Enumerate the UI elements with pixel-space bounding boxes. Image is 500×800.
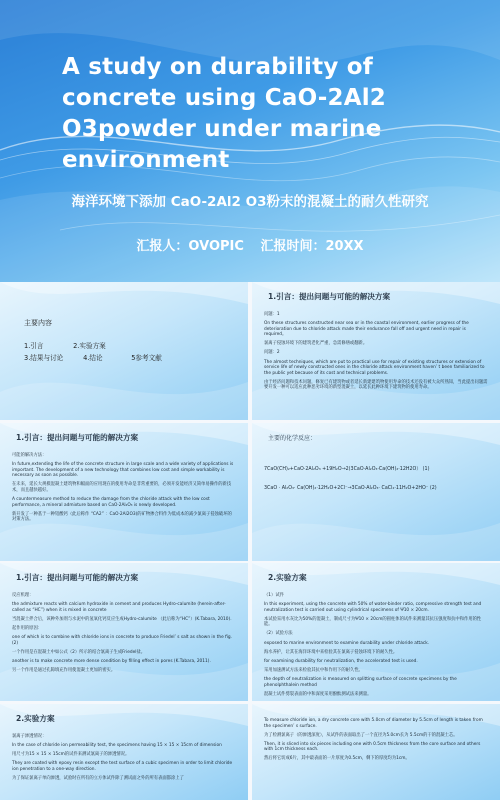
body-text: for examining durability for neutralization, the accelerated test is used.	[264, 658, 418, 664]
toc-item-conclusion[interactable]: 4.结论	[83, 354, 103, 362]
body-text: 问题：2	[264, 350, 280, 356]
slide-reactions	[252, 423, 500, 561]
slide-title: 1.引言：提出问题与可能的解决方案	[268, 292, 391, 301]
body-text: 海水养护，让其在海洋环境中来检验其在氯离子侵蚀环境下的耐久性。	[264, 649, 398, 655]
slide-problems	[252, 282, 500, 420]
body-text: 问题：1	[264, 312, 280, 317]
body-text: A countermeasure method to reduce the damage from the chloride attack with the low cost performance, a mineral admixture based on CaO·2Al₂O₃ is newly developed.	[12, 497, 210, 508]
toc-heading: 主要内容	[24, 319, 52, 327]
slide-body	[264, 467, 488, 495]
body-text: 氯离子渗透情况：	[12, 734, 47, 739]
body-text: On these structures constructed near sea or in the coastal environment, earlier progress of the deterioration due to chloride attack made their endurance fall off and urgent need in repair is required。	[264, 321, 469, 338]
body-text: To measure chloride ion, a dry concrete core with 5.0cm of diameter by 5.5cm of length is taken from the specimen’ s surface.	[264, 718, 483, 729]
equation-1: 7CaO(CH)₂+CaO·2Al₂O₃ +19H₂O→2(3CaO·Al₂O₃·Ca(OH)₂·12H2O） (1)	[264, 467, 430, 472]
body-text: another is to make concrete more dense condition by filling effect in pores (K.Tabara, 2011).	[12, 658, 211, 664]
slide-body	[12, 453, 236, 526]
toc-item-references[interactable]: 5参考文献	[131, 354, 162, 362]
cover-title: A study on durability of concrete using CaO-2Al2 O3powder under marine environment	[62, 54, 386, 173]
body-text: 起作用的原因：	[12, 625, 43, 631]
body-text: They are coated with epoxy resin except the test surface of a cubic specimen in order to limit chloride ion penetration to a one-way direction.	[12, 761, 233, 772]
slide-title: 1.引言：提出问题与可能的解决方案	[16, 573, 139, 582]
slide-chloride-test	[0, 704, 248, 800]
slide-body	[12, 734, 236, 785]
slide-core-sampling	[252, 704, 500, 800]
body-text: In future,extending the life of the concrete structure in large scale and a wide variety of applications is important. The development of a new technology that combines low cost and simple workability is necessary as soon as possible.	[12, 462, 234, 479]
body-text: 氯离子侵蚀环境下的建筑老化严重，急需修缮或翻新。	[264, 341, 368, 347]
slide-wave-decoration	[0, 282, 248, 420]
body-text: 另一个作用是通过孔隙填充作用使混凝土更加的密实。	[12, 667, 116, 673]
slide-body	[264, 312, 488, 395]
body-text: 本试验采用水灰比为50%的混凝土，制成尺寸为Ψ10 × 20cm的圆柱体的试件来测量其抗压强度和抗中和作用的性能。	[264, 616, 482, 628]
body-text: 用尺寸为15 × 15 × 15cm的试件来测试氯离子的渗透情况。	[12, 752, 130, 758]
cover-subtitle: 海洋环境下添加 CaO-2Al2 O3粉末的混凝土的耐久性研究	[71, 194, 429, 210]
slide-body	[264, 718, 488, 766]
slide-title: 2.实验方案	[268, 573, 307, 582]
toc-row-1	[24, 340, 106, 350]
body-text: In this experiment, using the concrete with 50% of water-binder ratio, compressive strength test and neutralization test is carried out using cylindrical specimens of Ψ10 × 20cm.	[264, 602, 482, 613]
body-text: 当混凝土拌合后，该种外加剂与水泥中的氢氧化钙反应生成Hydro-calumite （此后称为“HC”）(K.Tabara, 2010).	[12, 616, 232, 622]
body-text: 一个作用是在混凝土中如公式（2）所示的结合氯离子生成Friedel盐。	[12, 649, 146, 655]
body-text: In the case of chloride ion permeability test, the specimens having 15 × 15 × 15cm of dimension	[12, 743, 222, 749]
body-text: 可能的解决方法：	[12, 453, 47, 458]
body-text: （2）试验方法	[264, 631, 293, 637]
slide-title: 2.实验方案	[16, 714, 55, 723]
body-text: 在未来，延长大规模混凝土建筑物和幅面的应用现在的使用寿命是非常重要的，必须开发能经济又简单易操作的新技术，而且越快越好。	[12, 482, 232, 493]
body-text: one of which is to combine with chloride ions in concrete to produce Friedel’ s salt as shown in the fig.(2)	[12, 634, 232, 646]
body-text: 为了保证氯离子单向渗透，试验时在所有的立方体试件除了测试面之外的所有表面都涂上了	[12, 775, 184, 781]
toc-item-experiment[interactable]: 2.实验方案	[73, 342, 106, 350]
body-text: 混凝土试件劈裂表面的中和深度采用酚酞测试法来测量。	[264, 691, 372, 697]
toc-item-introduction[interactable]: 1.引言	[24, 342, 44, 350]
body-text: 然后将它切成6片，其中最表面的一片厚度为0.5cm，剩下的厚度均为1cm。	[264, 756, 410, 762]
cover-slide	[0, 0, 500, 282]
body-text: 由于经济问题和技术问题，修复已有建筑物或者延长新建建筑物使用寿命的技术还没有被大众所熟知，当此提出问题需要开发一种可以适应此种恶劣环境的新型混凝土，以延长此种环境下建筑物的使用寿命。	[264, 379, 488, 391]
slide-solutions	[0, 423, 248, 561]
slide-mechanism	[0, 563, 248, 701]
equation-2: 3CaO · Al₂O₃· Ca(OH)₂·12H₂O+2Cl⁻→3CaO·Al₂O₃· CaCl₂·11H₂O+2HO⁻ (2)	[264, 485, 437, 491]
body-text: （1）试件	[264, 593, 284, 598]
slide-experiment-plan	[252, 563, 500, 701]
body-text: Then, it is sliced into six pieces including one with 0.5cm thickness from the core surface and others with 1cm thickness each.	[264, 741, 481, 753]
reporter-label: 汇报人：OVOPIC	[136, 239, 244, 254]
slide-title: 1.引言：提出问题与可能的解决方案	[16, 433, 139, 442]
slide-body	[12, 593, 236, 677]
body-text: The almost techniques, which are put to practical use for repair of existing structures or extension of service life of newly constructed ones in the chloride attack environment haven’ t been familiarized to the public yet because of its cost and technical problems.	[264, 359, 485, 376]
slide-table-of-contents	[0, 282, 248, 420]
body-text: 采用加速测试方法来检验其抗中和作用下的耐久性。	[264, 667, 363, 673]
body-text: 反应机理：	[12, 593, 34, 598]
toc-item-results[interactable]: 3.结果与讨论	[24, 354, 64, 362]
body-text: 新开发了一种基于一种铝酸钙（此后称作 “CA2” ：CaO·2Al2O3)的矿物掺合料作为低成本的减少氯离子侵蚀破坏的对策方法。	[12, 511, 232, 523]
slide-title: 主要的化学反应：	[268, 435, 317, 442]
toc-row-2	[24, 352, 162, 362]
slide-body	[264, 593, 488, 701]
report-time-label: 汇报时间：20XX	[260, 239, 364, 254]
cover-meta	[0, 235, 500, 254]
body-text: the admixture reacts with calcium hydroxide in cement and produces Hydro-calumite (herein-after-called as “HC”) when it is mixed in concrete	[12, 602, 226, 613]
body-text: the depth of neutralization is measured on splitting surface of concrete specimens by the phenolphthalein method	[264, 676, 457, 688]
body-text: exposed to marine environment to examine durability under chloride attack.	[264, 640, 430, 646]
body-text: 为了检测氯离子（的渗透深度），从试件的表面取出了一个直径为5.0cm长为 5.5cm的干的混凝土芯。	[264, 732, 458, 738]
